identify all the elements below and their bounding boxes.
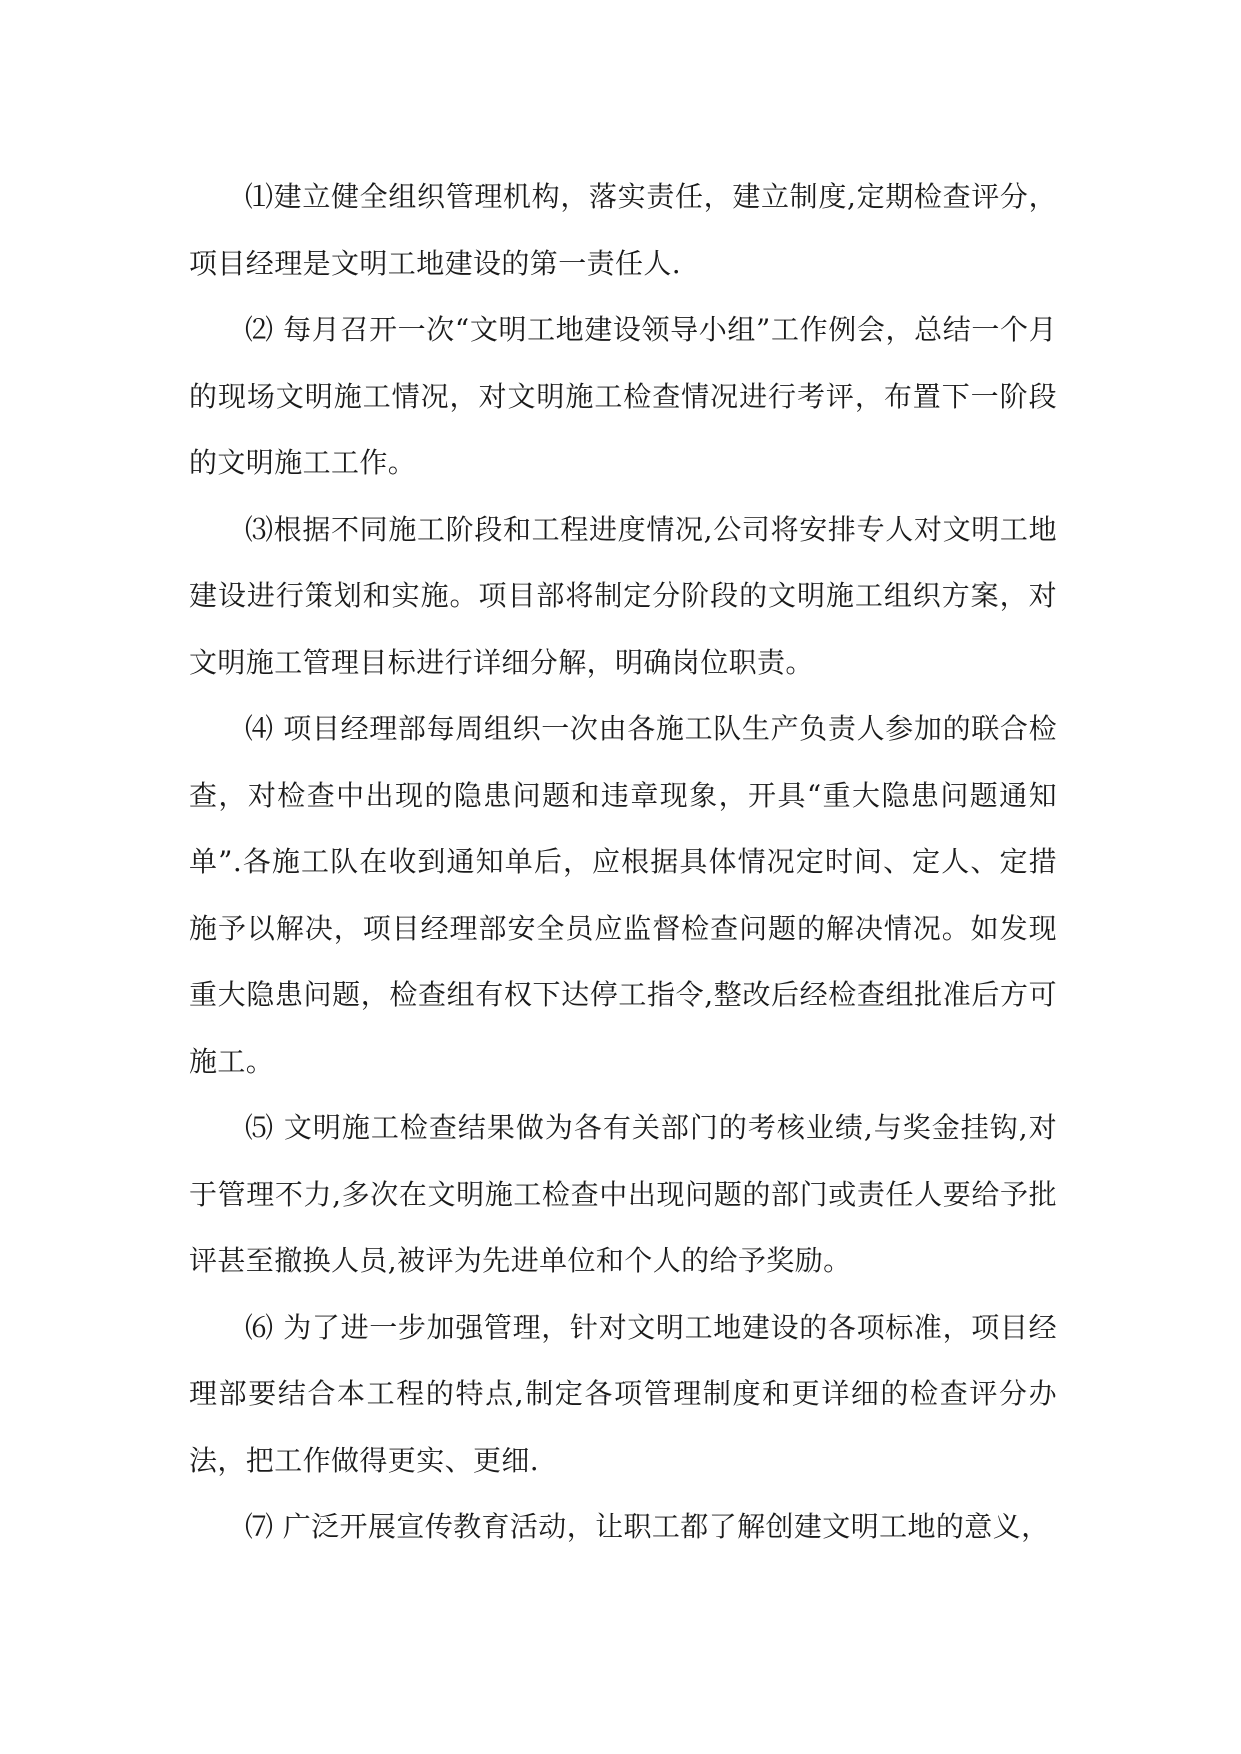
paragraph-1: ⑴建立健全组织管理机构，落实责任，建立制度,定期检查评分，项目经理是文明工地建设的第一责任人. [189,180,1057,280]
paragraph-4: ⑷ 项目经理部每周组织一次由各施工队生产负责人参加的联合检查，对检查中出现的隐患问题和违章现象，开具“重大隐患问题通知单”.各施工队在收到通知单后，应根据具体情况定时间、定人、定措施予以解决，项目经理部安全员应监督检查问题的解决情况。如发现重大隐患问题，检查组有权下达停工指令,整改后经检查组批准后方可施工。 [189,712,1057,1078]
paragraph-3: ⑶根据不同施工阶段和工程进度情况,公司将安排专人对文明工地建设进行策划和实施。项目部将制定分阶段的文明施工组织方案，对文明施工管理目标进行详细分解，明确岗位职责。 [189,512,1057,679]
paragraph-6: ⑹ 为了进一步加强管理，针对文明工地建设的各项标准，项目经理部要结合本工程的特点,制定各项管理制度和更详细的检查评分办法，把工作做得更实、更细. [189,1310,1057,1477]
paragraph-2: ⑵ 每月召开一次“文明工地建设领导小组”工作例会，总结一个月的现场文明施工情况，对文明施工检查情况进行考评，布置下一阶段的文明施工工作。 [189,313,1057,479]
paragraph-7: ⑺ 广泛开展宣传教育活动，让职工都了解创建文明工地的意义， [245,1510,1050,1543]
paragraph-5: ⑸ 文明施工检查结果做为各有关部门的考核业绩,与奖金挂钩,对于管理不力,多次在文明施工检查中出现问题的部门或责任人要给予批评甚至撤换人员,被评为先进单位和个人的给予奖励。 [189,1111,1057,1277]
document-body [189,164,1057,1561]
